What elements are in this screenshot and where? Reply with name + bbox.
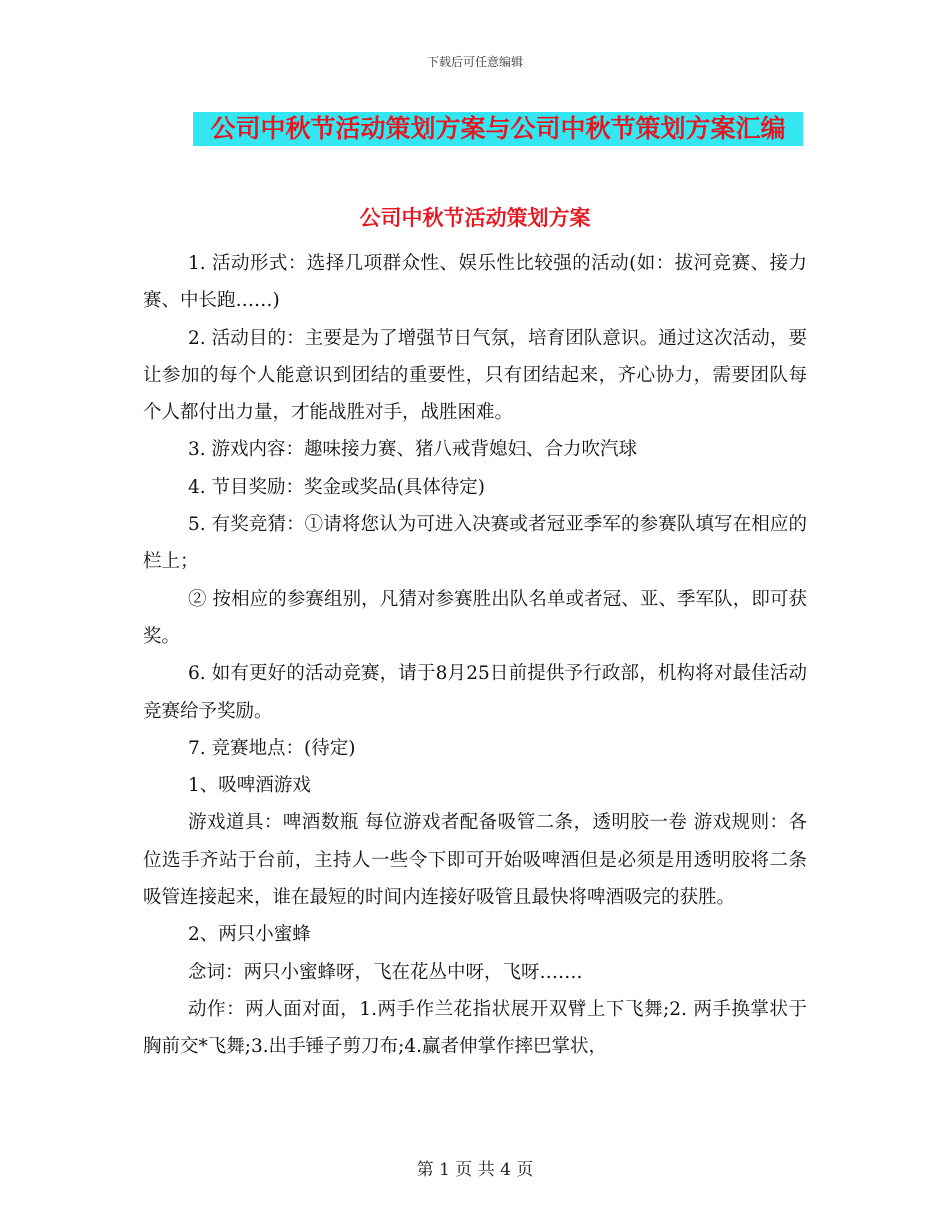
paragraph-suggestions: 6. 如有更好的活动竞赛，请于8月25日前提供予行政部，机构将对最佳活动竞赛给予奖励。 — [143, 663, 807, 722]
paragraph-actions: 动作：两人面对面，1.两手作兰花指状展开双臂上下飞舞;2. 两手换掌状于胸前交*飞舞;3.出手锤子剪刀布;4.赢者伸掌作摔巴掌状， — [143, 998, 807, 1058]
paragraph-activity-purpose: 2. 活动目的：主要是为了增强节日气氛，培育团队意识。通过这次活动，要让参加的每个人能意识到团结的重要性，只有团结起来，齐心协力，需要团队每个人都付出力量，才能战胜对手，战胜困难。 — [143, 327, 807, 424]
paragraph-quiz-rule: ② 按相应的参赛组别，凡猜对参赛胜出队名单或者冠、亚、季军队，即可获奖。 — [143, 588, 807, 647]
paragraph-venue: 7. 竞赛地点：(待定) — [188, 737, 356, 759]
page-header-note: 下载后可任意编辑 — [426, 55, 523, 69]
paragraph-activity-form: 1. 活动形式：选择几项群众性、娱乐性比较强的活动(如：拔河竞赛、接力赛、中长跑……) — [143, 253, 807, 312]
paragraph-game-content: 3. 游戏内容：趣味接力赛、猪八戒背媳妇、合力吹汽球 — [188, 439, 638, 461]
document-title: 公司中秋节活动策划方案与公司中秋节策划方案汇编 — [210, 114, 786, 143]
section-title: 公司中秋节活动策划方案 — [359, 206, 591, 230]
paragraph-chant: 念词：两只小蜜蜂呀，飞在花丛中呀，飞呀……. — [188, 961, 583, 983]
paragraph-quiz: 5. 有奖竞猜：①请将您认为可进入决赛或者冠亚季军的参赛队填写在相应的栏上； — [143, 514, 807, 573]
page-number: 第 1 页 共 4 页 — [416, 1160, 534, 1180]
heading-beer-game: 1、吸啤酒游戏 — [188, 775, 311, 797]
paragraph-rewards: 4. 节目奖励：奖金或奖品(具体待定) — [188, 476, 485, 498]
paragraph-beer-game-rules: 游戏道具：啤酒数瓶 每位游戏者配备吸管二条，透明胶一卷 游戏规则：各位选手齐站于台前，主持人一些令下即可开始吸啤酒但是必须是用透明胶将二条吸管连接起来，谁在最短的时间内连接好吸管且最快将啤酒吸完的获胜。 — [143, 812, 807, 909]
heading-two-bees: 2、两只小蜜蜂 — [188, 924, 311, 946]
document-body — [143, 245, 807, 1066]
